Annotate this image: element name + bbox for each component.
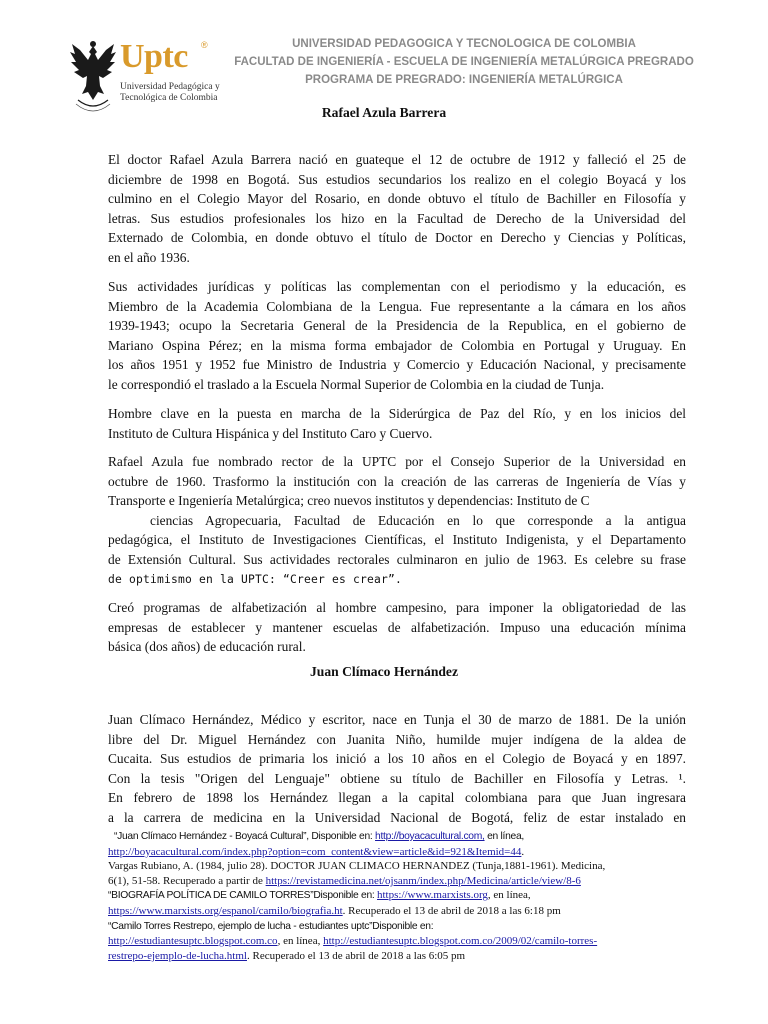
text-line: Juan Clímaco Hernández, Médico y escritor, nace en Tunja el 30 de marzo de 1881. De la unión (108, 712, 686, 727)
footnote-line (108, 949, 698, 964)
text-line: En febrero de 1898 los Hernández llegan a la capital colombiana para que Juan ingresara (108, 790, 686, 806)
footnote-line (108, 888, 698, 904)
text-line: básica (dos años) de educación rural. (108, 639, 306, 655)
footnote-link[interactable]: https://www.marxists.org/espanol/camilo/biografia.ht (108, 904, 343, 917)
paragraph (108, 404, 686, 443)
text-line: El doctor Rafael Azula Barrera nació en guateque el 12 de octubre de 1912 y falleció el 25 de (108, 152, 686, 167)
text-line: de Extensión Cultural. Sus actividades rectorales culminaron en julio de 1963. Es celebre su frase (108, 551, 686, 567)
text-line: Instituto de Cultura Hispánica y del Instituto Caro y Cuervo. (108, 425, 433, 441)
text-line: Creó programas de alfabetización al hombre campesino, para imponer la obligatoriedad de las (108, 600, 686, 615)
footnote-line (108, 829, 698, 845)
footnote-text: “Camilo Torres Restrepo, ejemplo de lucha - estudiantes uptc”Disponible en: (108, 920, 434, 932)
text-line: Cucaita. Sus estudios de primaria los inició a los 10 años en el Colegio de Boyacá y en 1897. (108, 751, 686, 767)
footnote-line (108, 845, 698, 860)
text-line: Miembro de la Academia Colombiana de la Lengua. Fue representante a la cámara en los años (108, 298, 686, 314)
document-header (200, 35, 728, 89)
header-faculty: FACULTAD DE INGENIERÍA - ESCUELA DE INGENIERÍA METALÚRGICA PREGRADO (234, 56, 694, 68)
text-line: Con la tesis "Origen del Lenguaje" obtiene su título de Bachiller en Filosofía y Letras. ¹. (108, 770, 686, 786)
footnote-text: “Juan Clímaco Hernández - Boyacá Cultural”, Disponible en: (114, 831, 376, 842)
footnote-link[interactable]: http://estudiantesuptc.blogspot.com.co/2009/02/camilo-torres- (323, 935, 598, 948)
footnote-line: Vargas Rubiano, A. (1984, julio 28). DOCTOR JUAN CLIMACO HERNANDEZ (Tunja,1881-1961). Medicina, (108, 860, 606, 873)
logo-subtitle-line: Universidad Pedagógica y (120, 82, 220, 92)
text-line: Sus actividades jurídicas y políticas las complementan con el periodismo y la educación, es (108, 279, 686, 294)
text-line: Transporte e Ingeniería Metalúrgica; creo nuevos institutos y dependencias: Instituto de C (108, 493, 590, 509)
footnote-line (108, 934, 698, 949)
text-line: empresas de establecer y mantener escuelas de alfabetización. Impuso una educación mínima (108, 619, 686, 635)
footnotes (108, 829, 698, 963)
footnote-link[interactable]: restrepo-ejemplo-de-lucha.html (108, 949, 247, 962)
eagle-crest-icon (68, 38, 118, 112)
section-title: Rafael Azula Barrera (321, 105, 447, 120)
footnote-text: “BIOGRAFÍA POLÍTICA DE CAMILO TORRES”Disponible en: (108, 890, 377, 902)
footnote-text: , en línea, (277, 935, 324, 948)
logo-wordmark: Uptc (120, 38, 188, 75)
text-line: letras. Sus estudios profesionales los hizo en la Facultad de Derecho de la Universidad del (108, 210, 686, 226)
paragraph (108, 150, 686, 268)
text-line: pedagógica, el Instituto de Investigaciones Científicas, el Instituto Indigenista, y el Departamento (108, 532, 686, 548)
text-line: culmino en el Colegio Mayor del Rosario, en donde obtuvo el título de Bachiller en Filosofía y (108, 191, 686, 207)
text-line: a la carrera de medicina en la Universidad Nacional de Bogotá, feliz de estar instalado en (108, 809, 686, 825)
text-line: los años 1951 y 1952 fue Ministro de Industria y Comercio y Educación Nacional, y precisamente (108, 357, 686, 373)
footnote-link[interactable]: http://estudiantesuptc.blogspot.com.co (108, 935, 278, 948)
text-line: libre del Dr. Miguel Hernández con Juanita Niño, humilde mujer indígena de la aldea de (108, 731, 686, 747)
footnote-text: en línea, (484, 831, 524, 842)
text-line: le correspondió el traslado a la Escuela Normal Superior de Colombia en la ciudad de Tunja. (108, 376, 605, 392)
footnote-line (108, 874, 698, 889)
text-line: 1939-1943; ocupo la Secretaria General de la Presidencia de la Republica, en el gobierno de (108, 318, 686, 334)
footnote-line (108, 904, 698, 919)
section-title: Juan Clímaco Hernández (309, 664, 459, 679)
logo-subtitle-line: Tecnológica de Colombia (120, 93, 218, 103)
text-line: Rafael Azula fue nombrado rector de la UPTC por el Consejo Superior de la Universidad en (108, 454, 686, 469)
paragraph (108, 452, 686, 589)
header-program: PROGRAMA DE PREGRADO: INGENIERÍA METALÚRGICA (305, 74, 623, 86)
text-line: Externado de Colombia, en donde obtuvo el título de Doctor en Derecho y Ciencias y Políticas, (108, 230, 686, 246)
footnote-text: 6(1), 51-58. Recuperado a partir de (108, 874, 266, 887)
footnote-link[interactable]: http://boyacacultural.com, (375, 831, 485, 842)
footnote-link[interactable]: https://www.marxists.org (377, 889, 488, 902)
paragraph (108, 710, 686, 828)
footnote-text: , en línea, (487, 889, 531, 902)
footnote-text: . (521, 845, 525, 858)
paragraph (108, 277, 686, 395)
footnote-line (108, 919, 698, 935)
text-line: Hombre clave en la puesta en marcha de la Siderúrgica de Paz del Río, y en los inicios del (108, 406, 686, 421)
footnote-text: . Recuperado el 13 de abril de 2018 a las 6:18 pm (342, 904, 561, 917)
paragraph (108, 598, 686, 657)
header-university: UNIVERSIDAD PEDAGOGICA Y TECNOLOGICA DE COLOMBIA (292, 38, 636, 50)
text-line: de optimismo en la UPTC: “Creer es crear”. (108, 572, 403, 586)
text-line: diciembre de 1998 en Bogotá. Sus estudios secundarios los realizo en el colegio Boyacá y los (108, 171, 686, 187)
text-line: Mariano Ospina Pérez; en la misma forma embajador de Colombia en Portugal y Uruguay. En (108, 337, 686, 353)
footnote-text: . Recuperado el 13 de abril de 2018 a las 6:05 pm (246, 949, 466, 962)
text-line: en el año 1936. (108, 249, 190, 265)
logo-registered-mark: ® (201, 40, 208, 50)
footnote-link[interactable]: http://boyacacultural.com/index.php?option=com_content&view=article&id=921&Itemid=44 (108, 845, 522, 858)
university-logo (68, 38, 220, 112)
text-line: ciencias Agropecuaria, Facultad de Educación en lo que corresponde a la antigua (150, 512, 686, 528)
text-line: octubre de 1960. Trasformo la institución con la creación de las carreras de Ingeniería de Vías y (108, 473, 686, 489)
footnote-link[interactable]: https://revistamedicina.net/ojsanm/index.php/Medicina/article/view/8-6 (265, 874, 581, 887)
